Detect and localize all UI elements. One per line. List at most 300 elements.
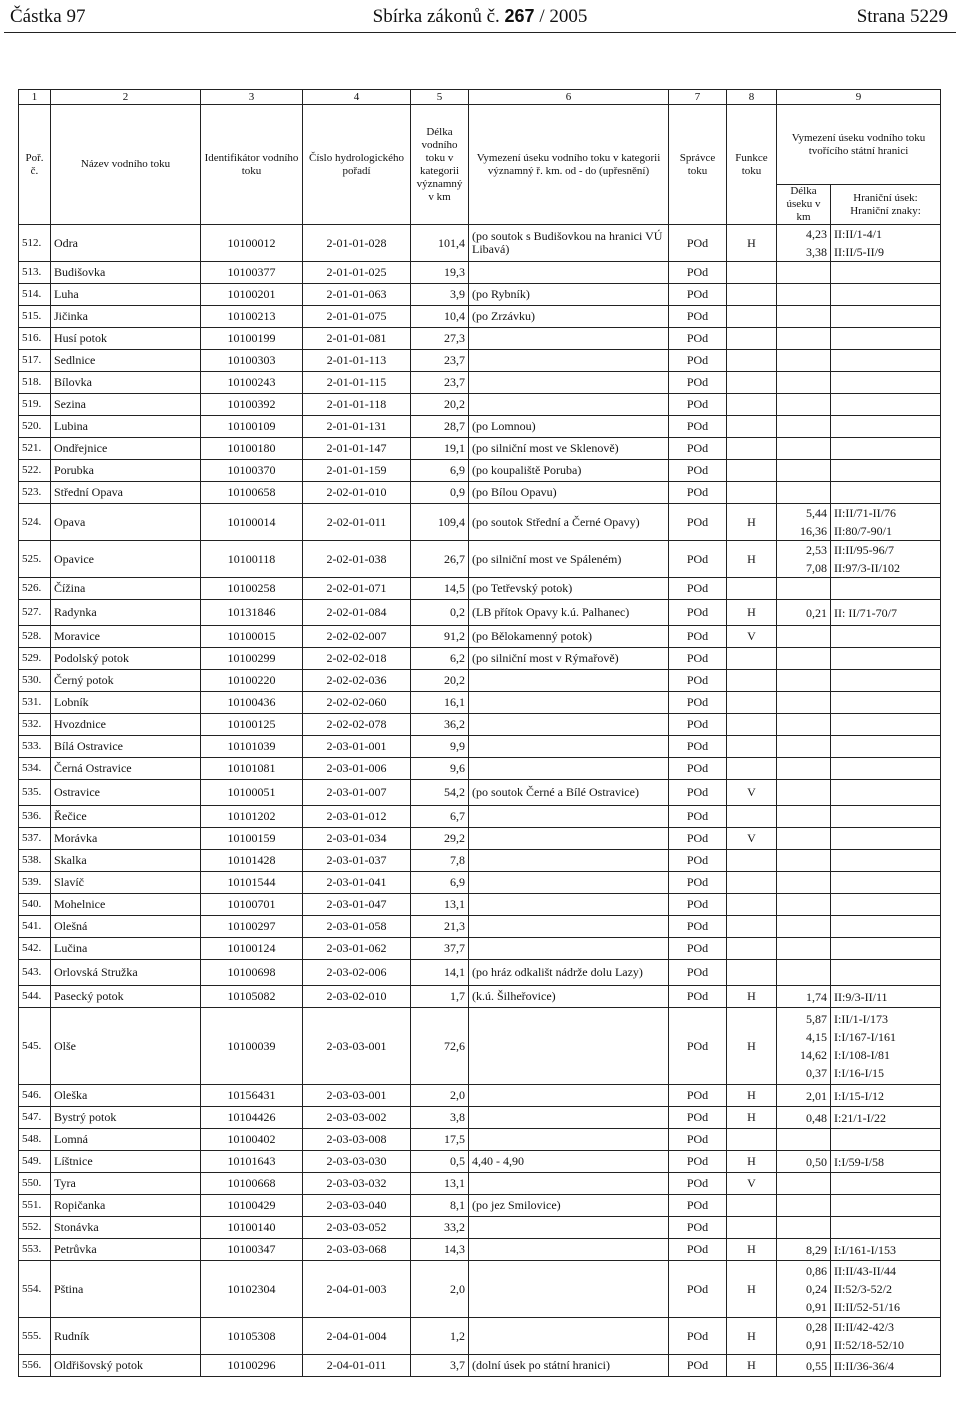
table-row (19, 482, 941, 504)
table-row (19, 504, 941, 541)
watercourse-name: Hvozdnice (51, 714, 201, 736)
border-section-length (777, 894, 831, 916)
table-row (19, 1085, 941, 1107)
border-section-length-line: 0,86 (806, 1264, 827, 1278)
length-km: 3,7 (411, 1355, 469, 1377)
table-row (19, 872, 941, 894)
table-row (19, 1008, 941, 1085)
section-definition: (po hráz odkališt nádrže dolu Lazy) (469, 960, 669, 986)
watercourse-name: Pasecký potok (51, 986, 201, 1008)
watercourse-name: Lobník (51, 692, 201, 714)
border-markers-line: I:I/161-I/153 (834, 1242, 896, 1257)
border-section-length (777, 780, 831, 806)
length-km: 37,7 (411, 938, 469, 960)
hydrological-order: 2-03-03-068 (303, 1239, 411, 1261)
watercourse-name: Slavíč (51, 872, 201, 894)
administrator: POd (669, 806, 727, 828)
watercourse-id: 10100118 (201, 541, 303, 578)
hydrological-order: 2-04-01-011 (303, 1355, 411, 1377)
administrator: POd (669, 1085, 727, 1107)
function (727, 806, 777, 828)
length-km: 0,2 (411, 600, 469, 626)
border-section-length (777, 1195, 831, 1217)
border-section-length (777, 626, 831, 648)
header-row (19, 105, 941, 185)
row-number: 523. (19, 482, 51, 504)
row-number: 517. (19, 350, 51, 372)
length-km: 6,9 (411, 872, 469, 894)
border-section-length (777, 416, 831, 438)
border-section-length-line: 4,15 (806, 1030, 827, 1044)
row-number: 550. (19, 1173, 51, 1195)
table-row (19, 692, 941, 714)
table-row (19, 578, 941, 600)
function (727, 916, 777, 938)
col-number: 5 (411, 90, 469, 105)
hydrological-order: 2-03-02-006 (303, 960, 411, 986)
row-number: 542. (19, 938, 51, 960)
table-row (19, 328, 941, 350)
watercourse-name: Porubka (51, 460, 201, 482)
length-km: 6,9 (411, 460, 469, 482)
border-markers (831, 438, 941, 460)
watercourse-id: 10100303 (201, 350, 303, 372)
hydrological-order: 2-04-01-004 (303, 1318, 411, 1355)
hydrological-order: 2-01-01-025 (303, 262, 411, 284)
watercourse-id: 10100051 (201, 780, 303, 806)
watercourse-id: 10100701 (201, 894, 303, 916)
border-section-length-line: 7,08 (806, 561, 827, 575)
watercourse-id: 10102304 (201, 1261, 303, 1318)
border-section-length (777, 284, 831, 306)
border-markers (831, 328, 941, 350)
row-number: 520. (19, 416, 51, 438)
watercourse-name: Ostravice (51, 780, 201, 806)
hydrological-order: 2-03-03-052 (303, 1217, 411, 1239)
border-markers (831, 806, 941, 828)
section-definition (469, 1107, 669, 1129)
border-section-length-line: 5,87 (806, 1012, 827, 1026)
administrator: POd (669, 894, 727, 916)
col-number: 9 (777, 90, 941, 105)
row-number: 537. (19, 828, 51, 850)
section-definition: (po koupaliště Poruba) (469, 460, 669, 482)
watercourse-name: Bystrý potok (51, 1107, 201, 1129)
row-number: 538. (19, 850, 51, 872)
function (727, 306, 777, 328)
watercourse-name: Černý potok (51, 670, 201, 692)
row-number: 524. (19, 504, 51, 541)
border-markers (831, 1173, 941, 1195)
function: H (727, 1008, 777, 1085)
table-row (19, 850, 941, 872)
watercourse-name: Odra (51, 225, 201, 262)
watercourse-name: Petrůvka (51, 1239, 201, 1261)
function: H (727, 1318, 777, 1355)
watercourse-id: 10100296 (201, 1355, 303, 1377)
header-poradi: Poř. č. (19, 105, 51, 225)
border-markers (831, 416, 941, 438)
row-number: 530. (19, 670, 51, 692)
border-markers (831, 828, 941, 850)
border-section-length-line: 0,55 (806, 1358, 827, 1373)
section-definition: (k.ú. Šilheřovice) (469, 986, 669, 1008)
section-definition: (po Zrzávku) (469, 306, 669, 328)
border-section-length (777, 1261, 831, 1318)
hydrological-order: 2-01-01-131 (303, 416, 411, 438)
length-km: 23,7 (411, 372, 469, 394)
watercourse-name: Olše (51, 1008, 201, 1085)
section-definition (469, 714, 669, 736)
section-definition (469, 372, 669, 394)
header-funkce: Funkce toku (727, 105, 777, 225)
length-km: 3,9 (411, 284, 469, 306)
table-row (19, 1261, 941, 1318)
table-row (19, 1107, 941, 1129)
row-number: 536. (19, 806, 51, 828)
length-km: 19,1 (411, 438, 469, 460)
watercourse-name: Opavice (51, 541, 201, 578)
watercourse-id: 10101202 (201, 806, 303, 828)
border-markers (831, 578, 941, 600)
length-km: 27,3 (411, 328, 469, 350)
table-row (19, 1318, 941, 1355)
function: H (727, 1085, 777, 1107)
col-number: 6 (469, 90, 669, 105)
length-km: 36,2 (411, 714, 469, 736)
length-km: 23,7 (411, 350, 469, 372)
watercourse-id: 10100658 (201, 482, 303, 504)
function (727, 284, 777, 306)
watercourse-id: 10101643 (201, 1151, 303, 1173)
section-definition (469, 1085, 669, 1107)
administrator: POd (669, 872, 727, 894)
border-section-length (777, 541, 831, 578)
section-definition: (po Bílou Opavu) (469, 482, 669, 504)
row-number: 543. (19, 960, 51, 986)
row-number: 533. (19, 736, 51, 758)
row-number: 535. (19, 780, 51, 806)
border-section-length (777, 262, 831, 284)
row-number: 526. (19, 578, 51, 600)
border-section-length (777, 828, 831, 850)
watercourse-id: 10100109 (201, 416, 303, 438)
watercourse-name: Pština (51, 1261, 201, 1318)
border-markers-line: II:52/18-52/10 (834, 1338, 904, 1352)
border-markers (831, 1261, 941, 1318)
section-definition (469, 262, 669, 284)
watercourse-name: Husí potok (51, 328, 201, 350)
watercourse-name: Oldřišovský potok (51, 1355, 201, 1377)
administrator: POd (669, 626, 727, 648)
section-definition (469, 828, 669, 850)
border-markers-line: I:I/108-I/81 (834, 1048, 890, 1062)
border-section-length-line: 14,62 (800, 1048, 827, 1062)
table-row (19, 938, 941, 960)
watercourse-id: 10100014 (201, 504, 303, 541)
administrator: POd (669, 1195, 727, 1217)
border-markers (831, 626, 941, 648)
watercourse-name: Skalka (51, 850, 201, 872)
table-row (19, 626, 941, 648)
border-markers (831, 394, 941, 416)
table-row (19, 806, 941, 828)
watercourse-name: Moravice (51, 626, 201, 648)
administrator: POd (669, 916, 727, 938)
watercourse-id: 10100392 (201, 394, 303, 416)
table-row (19, 736, 941, 758)
section-definition: (po Tetřevský potok) (469, 578, 669, 600)
function: H (727, 1107, 777, 1129)
header-rule (4, 32, 956, 33)
table-row (19, 460, 941, 482)
row-number: 548. (19, 1129, 51, 1151)
function (727, 758, 777, 780)
watercourse-id: 10100668 (201, 1173, 303, 1195)
border-markers-line: I:I/16-I/15 (834, 1066, 884, 1080)
row-number: 527. (19, 600, 51, 626)
function: H (727, 1239, 777, 1261)
border-section-length (777, 1008, 831, 1085)
border-section-length (777, 1318, 831, 1355)
border-markers-line: II:97/3-II/102 (834, 561, 900, 575)
row-number: 544. (19, 986, 51, 1008)
border-markers-line: II:II/42-42/3 (834, 1320, 894, 1334)
watercourse-id: 10156431 (201, 1085, 303, 1107)
section-definition (469, 1008, 669, 1085)
border-section-length (777, 938, 831, 960)
border-section-length (777, 916, 831, 938)
border-section-length-line: 16,36 (800, 524, 827, 538)
administrator: POd (669, 328, 727, 350)
function (727, 938, 777, 960)
hydrological-order: 2-01-01-081 (303, 328, 411, 350)
hydrological-order: 2-03-03-032 (303, 1173, 411, 1195)
border-markers (831, 504, 941, 541)
border-section-length-line: 0,91 (806, 1300, 827, 1314)
row-number: 547. (19, 1107, 51, 1129)
border-markers (831, 670, 941, 692)
border-markers-line: II:II/5-II/9 (834, 245, 884, 259)
border-section-length (777, 758, 831, 780)
border-markers (831, 284, 941, 306)
watercourse-id: 10100220 (201, 670, 303, 692)
administrator: POd (669, 1355, 727, 1377)
col-number: 4 (303, 90, 411, 105)
table-row (19, 438, 941, 460)
watercourse-id: 10101081 (201, 758, 303, 780)
function (727, 872, 777, 894)
length-km: 109,4 (411, 504, 469, 541)
table-row (19, 1195, 941, 1217)
section-definition (469, 1318, 669, 1355)
watercourse-id: 10100258 (201, 578, 303, 600)
col-number: 1 (19, 90, 51, 105)
hydrological-order: 2-03-01-047 (303, 894, 411, 916)
administrator: POd (669, 1217, 727, 1239)
border-markers-line: I:I/59-I/58 (834, 1154, 884, 1169)
row-number: 525. (19, 541, 51, 578)
table-row (19, 916, 941, 938)
border-markers (831, 960, 941, 986)
border-section-length (777, 394, 831, 416)
function (727, 416, 777, 438)
row-number: 515. (19, 306, 51, 328)
administrator: POd (669, 225, 727, 262)
function (727, 350, 777, 372)
administrator: POd (669, 1008, 727, 1085)
row-number: 540. (19, 894, 51, 916)
border-markers (831, 1239, 941, 1261)
hydrological-order: 2-02-02-018 (303, 648, 411, 670)
table-row (19, 350, 941, 372)
administrator: POd (669, 1239, 727, 1261)
hydrological-order: 2-03-01-034 (303, 828, 411, 850)
section-definition: (po Rybník) (469, 284, 669, 306)
length-km: 1,2 (411, 1318, 469, 1355)
border-markers (831, 758, 941, 780)
watercourse-id: 10100698 (201, 960, 303, 986)
header-statni-hranice: Vymezení úseku vodního toku tvořícího státní hranici (777, 105, 941, 185)
administrator: POd (669, 758, 727, 780)
border-markers (831, 1151, 941, 1173)
row-number: 514. (19, 284, 51, 306)
issue-part: Částka 97 (10, 6, 86, 27)
function (727, 578, 777, 600)
function (727, 262, 777, 284)
function: H (727, 1355, 777, 1377)
watercourse-name: Morávka (51, 828, 201, 850)
row-number: 545. (19, 1008, 51, 1085)
length-km: 13,1 (411, 1173, 469, 1195)
hydrological-order: 2-03-03-040 (303, 1195, 411, 1217)
watercourse-name: Orlovská Stružka (51, 960, 201, 986)
length-km: 54,2 (411, 780, 469, 806)
row-number: 519. (19, 394, 51, 416)
row-number: 539. (19, 872, 51, 894)
table-row (19, 1217, 941, 1239)
administrator: POd (669, 1318, 727, 1355)
hydrological-order: 2-02-01-010 (303, 482, 411, 504)
border-markers (831, 350, 941, 372)
administrator: POd (669, 736, 727, 758)
border-section-length (777, 1129, 831, 1151)
table-row (19, 714, 941, 736)
border-section-length-line: 0,24 (806, 1282, 827, 1296)
watercourse-id: 10131846 (201, 600, 303, 626)
watercourse-id: 10104426 (201, 1107, 303, 1129)
collection-title (10, 6, 950, 28)
border-markers (831, 872, 941, 894)
administrator: POd (669, 938, 727, 960)
border-markers-line: I:21/1-I/22 (834, 1110, 886, 1125)
watercourse-id: 10100299 (201, 648, 303, 670)
administrator: POd (669, 1173, 727, 1195)
watercourse-id: 10100436 (201, 692, 303, 714)
watercourse-name: Luha (51, 284, 201, 306)
row-number: 546. (19, 1085, 51, 1107)
col-number: 8 (727, 90, 777, 105)
administrator: POd (669, 578, 727, 600)
row-number: 513. (19, 262, 51, 284)
administrator: POd (669, 648, 727, 670)
row-number: 512. (19, 225, 51, 262)
watercourse-id: 10100243 (201, 372, 303, 394)
border-section-length (777, 1107, 831, 1129)
section-definition (469, 894, 669, 916)
border-markers-line: II:80/7-90/1 (834, 524, 892, 538)
border-markers (831, 714, 941, 736)
function (727, 850, 777, 872)
length-km: 14,1 (411, 960, 469, 986)
hydrological-order: 2-03-01-007 (303, 780, 411, 806)
border-markers (831, 460, 941, 482)
header-vymezeni: Vymezení úseku vodního toku v kategorii významný ř. km. od - do (upřesnění) (469, 105, 669, 225)
section-definition (469, 872, 669, 894)
function: H (727, 504, 777, 541)
row-number: 532. (19, 714, 51, 736)
length-km: 101,4 (411, 225, 469, 262)
border-markers (831, 541, 941, 578)
border-markers-line: II: II/71-70/7 (834, 605, 897, 620)
border-section-length (777, 1151, 831, 1173)
row-number: 556. (19, 1355, 51, 1377)
section-definition (469, 758, 669, 780)
watercourse-name: Černá Ostravice (51, 758, 201, 780)
border-section-length (777, 578, 831, 600)
border-section-length-line: 8,29 (806, 1242, 827, 1257)
watercourse-name: Olešná (51, 916, 201, 938)
collection-year: / 2005 (534, 6, 588, 27)
length-km: 33,2 (411, 1217, 469, 1239)
watercourse-name: Podolský potok (51, 648, 201, 670)
header-cislo: Číslo hydrologického pořadí (303, 105, 411, 225)
hydrological-order: 2-03-03-001 (303, 1085, 411, 1107)
administrator: POd (669, 828, 727, 850)
hydrological-order: 2-01-01-118 (303, 394, 411, 416)
border-markers (831, 482, 941, 504)
length-km: 6,7 (411, 806, 469, 828)
length-km: 3,8 (411, 1107, 469, 1129)
col-number: 3 (201, 90, 303, 105)
border-markers-line: II:II/71-II/76 (834, 506, 896, 520)
watercourse-id: 10100159 (201, 828, 303, 850)
header-nazev: Název vodního toku (51, 105, 201, 225)
table-row (19, 1355, 941, 1377)
watercourse-id: 10100402 (201, 1129, 303, 1151)
border-markers (831, 894, 941, 916)
table-row (19, 225, 941, 262)
administrator: POd (669, 780, 727, 806)
watercourse-name: Tyra (51, 1173, 201, 1195)
length-km: 20,2 (411, 670, 469, 692)
border-section-length (777, 1217, 831, 1239)
function (727, 894, 777, 916)
border-markers (831, 372, 941, 394)
watercourse-id: 10100347 (201, 1239, 303, 1261)
table-row (19, 306, 941, 328)
administrator: POd (669, 394, 727, 416)
border-markers (831, 938, 941, 960)
table-body (19, 225, 941, 1377)
length-km: 0,5 (411, 1151, 469, 1173)
section-definition (469, 850, 669, 872)
administrator: POd (669, 850, 727, 872)
border-markers (831, 692, 941, 714)
border-markers-line: II:52/3-52/2 (834, 1282, 892, 1296)
length-km: 9,6 (411, 758, 469, 780)
watercourse-id: 10101544 (201, 872, 303, 894)
